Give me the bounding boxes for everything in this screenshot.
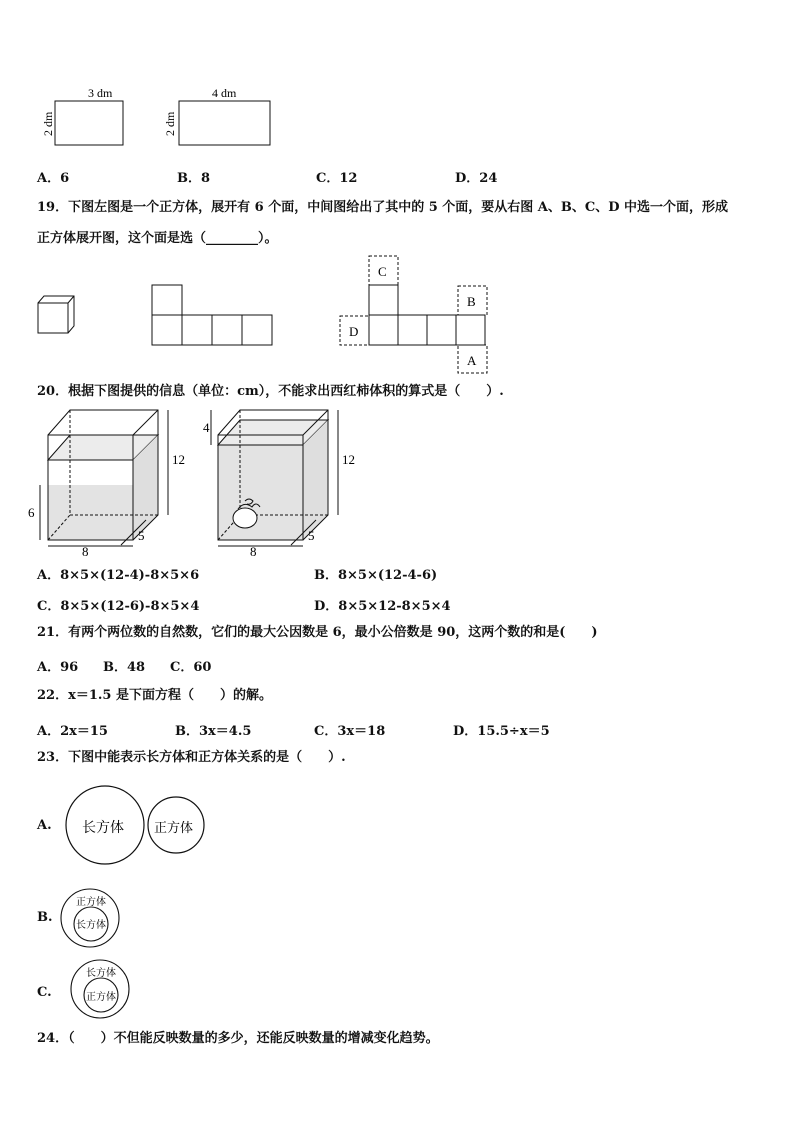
inner-circle-label: 长方体 xyxy=(76,920,106,931)
q21-option-b[interactable]: B．48 xyxy=(103,660,146,675)
left-water-label: 6 xyxy=(28,505,35,520)
small-circle-label: 正方体 xyxy=(154,820,194,835)
q23-option-a-diagram[interactable] xyxy=(60,782,210,868)
q20-containers-figure xyxy=(28,405,355,559)
q20-option-a[interactable]: A．8×5×(12-4)-8×5×6 xyxy=(37,568,200,583)
q18-rectangles-figure xyxy=(30,80,290,160)
q23-option-c-diagram[interactable] xyxy=(68,958,138,1020)
q21-option-c[interactable]: C．60 xyxy=(170,660,212,675)
q18-option-b[interactable]: B．8 xyxy=(177,171,211,186)
right-width-label: 5 xyxy=(308,528,315,543)
rect2-height-label: 2 dm xyxy=(163,111,177,136)
q18-option-c[interactable]: C．12 xyxy=(316,171,358,186)
rect2-width-label: 4 dm xyxy=(212,86,237,100)
q19-question-line1: 19．下图左图是一个正方体，展开有 6 个面，中间图给出了其中的 5 个面，要从右图 A、B、C、D 中选一个面，形成 xyxy=(37,200,729,215)
inner-circle-label: 正方体 xyxy=(86,992,116,1003)
rect1-height-label: 2 dm xyxy=(41,111,55,136)
right-container xyxy=(203,410,355,559)
q21-option-a[interactable]: A．96 xyxy=(37,660,79,675)
left-length-label: 8 xyxy=(82,544,89,559)
right-length-label: 8 xyxy=(250,544,257,559)
q20-option-c[interactable]: C．8×5×(12-6)-8×5×4 xyxy=(37,599,200,614)
outer-circle-label: 长方体 xyxy=(86,968,116,979)
q22-option-c[interactable]: C．3x＝18 xyxy=(314,724,386,739)
outer-circle-label: 正方体 xyxy=(76,897,106,908)
face-c-label: C xyxy=(378,264,387,279)
q18-option-a[interactable]: A．6 xyxy=(37,171,70,186)
face-d-label: D xyxy=(349,324,359,339)
cube-icon xyxy=(38,296,74,333)
q23-question: 23．下图中能表示长方体和正方体关系的是（ ）. xyxy=(37,750,346,765)
q19-cube-figures xyxy=(30,250,500,375)
rect2 xyxy=(179,101,270,145)
q18-option-d[interactable]: D．24 xyxy=(455,171,498,186)
face-b-label: B xyxy=(467,294,476,309)
partial-cube-net xyxy=(152,285,272,345)
q20-question: 20．根据下图提供的信息（单位：cm），不能求出西红柿体积的算式是（ ）. xyxy=(37,384,504,399)
q22-option-d[interactable]: D．15.5÷x＝5 xyxy=(453,724,550,739)
big-circle-label: 长方体 xyxy=(82,821,124,836)
q23-option-b-letter[interactable]: B. xyxy=(37,910,53,925)
left-height-label: 12 xyxy=(172,452,185,467)
q23-option-c-letter[interactable]: C. xyxy=(37,985,52,1000)
face-a-label: A xyxy=(467,353,477,368)
q22-question: 22．x＝1.5 是下面方程（ ）的解。 xyxy=(37,688,272,703)
left-container xyxy=(28,410,185,559)
q20-option-d[interactable]: D．8×5×12-8×5×4 xyxy=(314,599,451,614)
q23-option-b-diagram[interactable] xyxy=(58,887,128,949)
q22-option-a[interactable]: A．2x＝15 xyxy=(37,724,108,739)
q19-question-line2: 正方体展开图，这个面是选（________）。 xyxy=(37,231,278,246)
q20-option-b[interactable]: B．8×5×(12-4-6) xyxy=(314,568,438,583)
q24-question: 24．（ ）不但能反映数量的多少，还能反映数量的增减变化趋势。 xyxy=(37,1031,439,1046)
rect1-width-label: 3 dm xyxy=(88,86,113,100)
q21-question: 21．有两个两位数的自然数，它们的最大公因数是 6，最小公倍数是 90，这两个数的和是( ) xyxy=(37,625,598,640)
left-width-label: 5 xyxy=(138,528,145,543)
right-height-label: 12 xyxy=(342,452,355,467)
q22-option-b[interactable]: B．3x＝4.5 xyxy=(175,724,252,739)
q23-option-a-letter[interactable]: A. xyxy=(37,818,52,833)
right-gap-label: 4 xyxy=(203,420,210,435)
rect1 xyxy=(55,101,123,145)
